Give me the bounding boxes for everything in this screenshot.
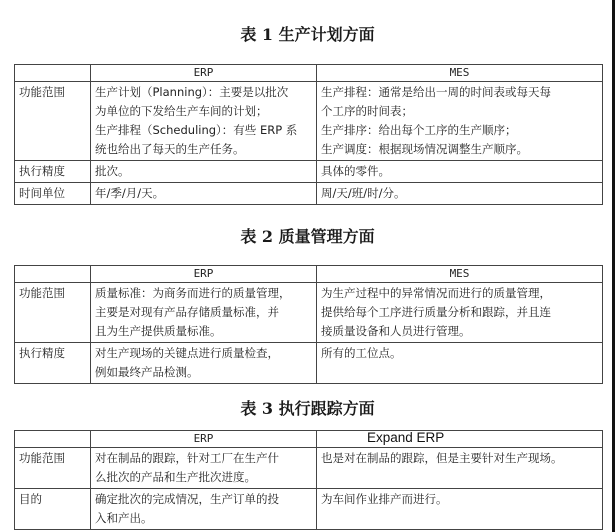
erp-line: 例如最终产品检测。 xyxy=(95,365,199,379)
erp-cell xyxy=(91,183,317,205)
header-cell xyxy=(15,65,91,82)
table-header-row xyxy=(15,65,603,82)
row-label: 功能范围 xyxy=(15,82,91,161)
row-label: 目的 xyxy=(15,489,91,530)
mes-cell xyxy=(317,82,603,161)
erp-line: 入和产出。 xyxy=(95,511,153,525)
erp-cell xyxy=(91,161,317,183)
mes-line: 也是对在制品的跟踪，但是主要针对生产现场。 xyxy=(321,451,563,465)
erp-line: 年/季/月/天。 xyxy=(95,186,165,200)
table-row xyxy=(15,283,603,343)
mes-line: 生产排序：给出每个工序的生产顺序； xyxy=(321,123,517,137)
erp-cell xyxy=(91,343,317,384)
mes-cell xyxy=(317,489,603,530)
mes-cell xyxy=(317,448,603,489)
table1-title: 表 1 生产计划方面 xyxy=(240,25,375,44)
table2-title: 表 2 质量管理方面 xyxy=(240,227,375,246)
row-label: 时间单位 xyxy=(15,183,91,205)
header-mes xyxy=(317,431,603,448)
erp-line: 且为生产提供质量标准。 xyxy=(95,324,222,338)
table-row xyxy=(15,343,603,384)
erp-line: 生产排程（Scheduling）：有些 ERP 系 xyxy=(95,123,298,137)
table1 xyxy=(14,64,603,205)
mes-line: 生产排程：通常是给出一周的时间表或每天每 xyxy=(321,85,551,99)
erp-line: 对在制品的跟踪，针对工厂在生产什 xyxy=(95,451,279,465)
mes-line: 为车间作业排产而进行。 xyxy=(321,492,448,506)
mes-cell xyxy=(317,283,603,343)
table-header-row xyxy=(15,266,603,283)
header-mes: MES xyxy=(317,266,603,283)
erp-cell xyxy=(91,448,317,489)
header-cell xyxy=(15,266,91,283)
mes-line: 个工序的时间表； xyxy=(321,104,413,118)
mes-line: 具体的零件。 xyxy=(321,164,390,178)
mes-line: 所有的工位点。 xyxy=(321,346,402,360)
table3 xyxy=(14,430,603,530)
header-erp: ERP xyxy=(91,65,317,82)
erp-cell xyxy=(91,283,317,343)
erp-line: 主要是对现有产品存储质量标准，并 xyxy=(95,305,279,319)
erp-cell xyxy=(91,489,317,530)
mes-line: 接质量设备和人员进行管理。 xyxy=(321,324,471,338)
row-label: 功能范围 xyxy=(15,283,91,343)
table-row xyxy=(15,489,603,530)
header-cell xyxy=(15,431,91,448)
erp-line: 么批次的产品和生产批次进度。 xyxy=(95,470,256,484)
erp-line: 对生产现场的关键点进行质量检查， xyxy=(95,346,279,360)
header-mes: MES xyxy=(317,65,603,82)
mes-line: 为生产过程中的异常情况而进行的质量管理， xyxy=(321,286,551,300)
mes-cell xyxy=(317,161,603,183)
header-erp: ERP xyxy=(91,431,317,448)
table-row xyxy=(15,161,603,183)
mes-line: 周/天/班/时/分。 xyxy=(321,186,406,200)
erp-line: 生产计划（Planning）：主要是以批次 xyxy=(95,85,289,99)
row-label: 功能范围 xyxy=(15,448,91,489)
erp-line: 批次。 xyxy=(95,164,130,178)
mes-cell xyxy=(317,183,603,205)
erp-line: 质量标准：为商务而进行的质量管理， xyxy=(95,286,291,300)
table-row xyxy=(15,183,603,205)
table-row xyxy=(15,448,603,489)
erp-line: 统也给出了每天的生产任务。 xyxy=(95,142,245,156)
mes-line: 生产调度：根据现场情况调整生产顺序。 xyxy=(321,142,528,156)
row-label: 执行精度 xyxy=(15,161,91,183)
mes-line: 提供给每个工序进行质量分析和跟踪，并且连 xyxy=(321,305,551,319)
row-label: 执行精度 xyxy=(15,343,91,384)
erp-line: 确定批次的完成情况，生产订单的投 xyxy=(95,492,279,506)
expand-erp-button[interactable]: Expand ERP xyxy=(367,430,445,445)
table-row xyxy=(15,82,603,161)
table3-title: 表 3 执行跟踪方面 xyxy=(240,399,375,418)
table-header-row xyxy=(15,431,603,448)
table2 xyxy=(14,265,603,384)
erp-cell xyxy=(91,82,317,161)
mes-cell xyxy=(317,343,603,384)
erp-line: 为单位的下发给生产车间的计划； xyxy=(95,104,268,118)
header-erp: ERP xyxy=(91,266,317,283)
